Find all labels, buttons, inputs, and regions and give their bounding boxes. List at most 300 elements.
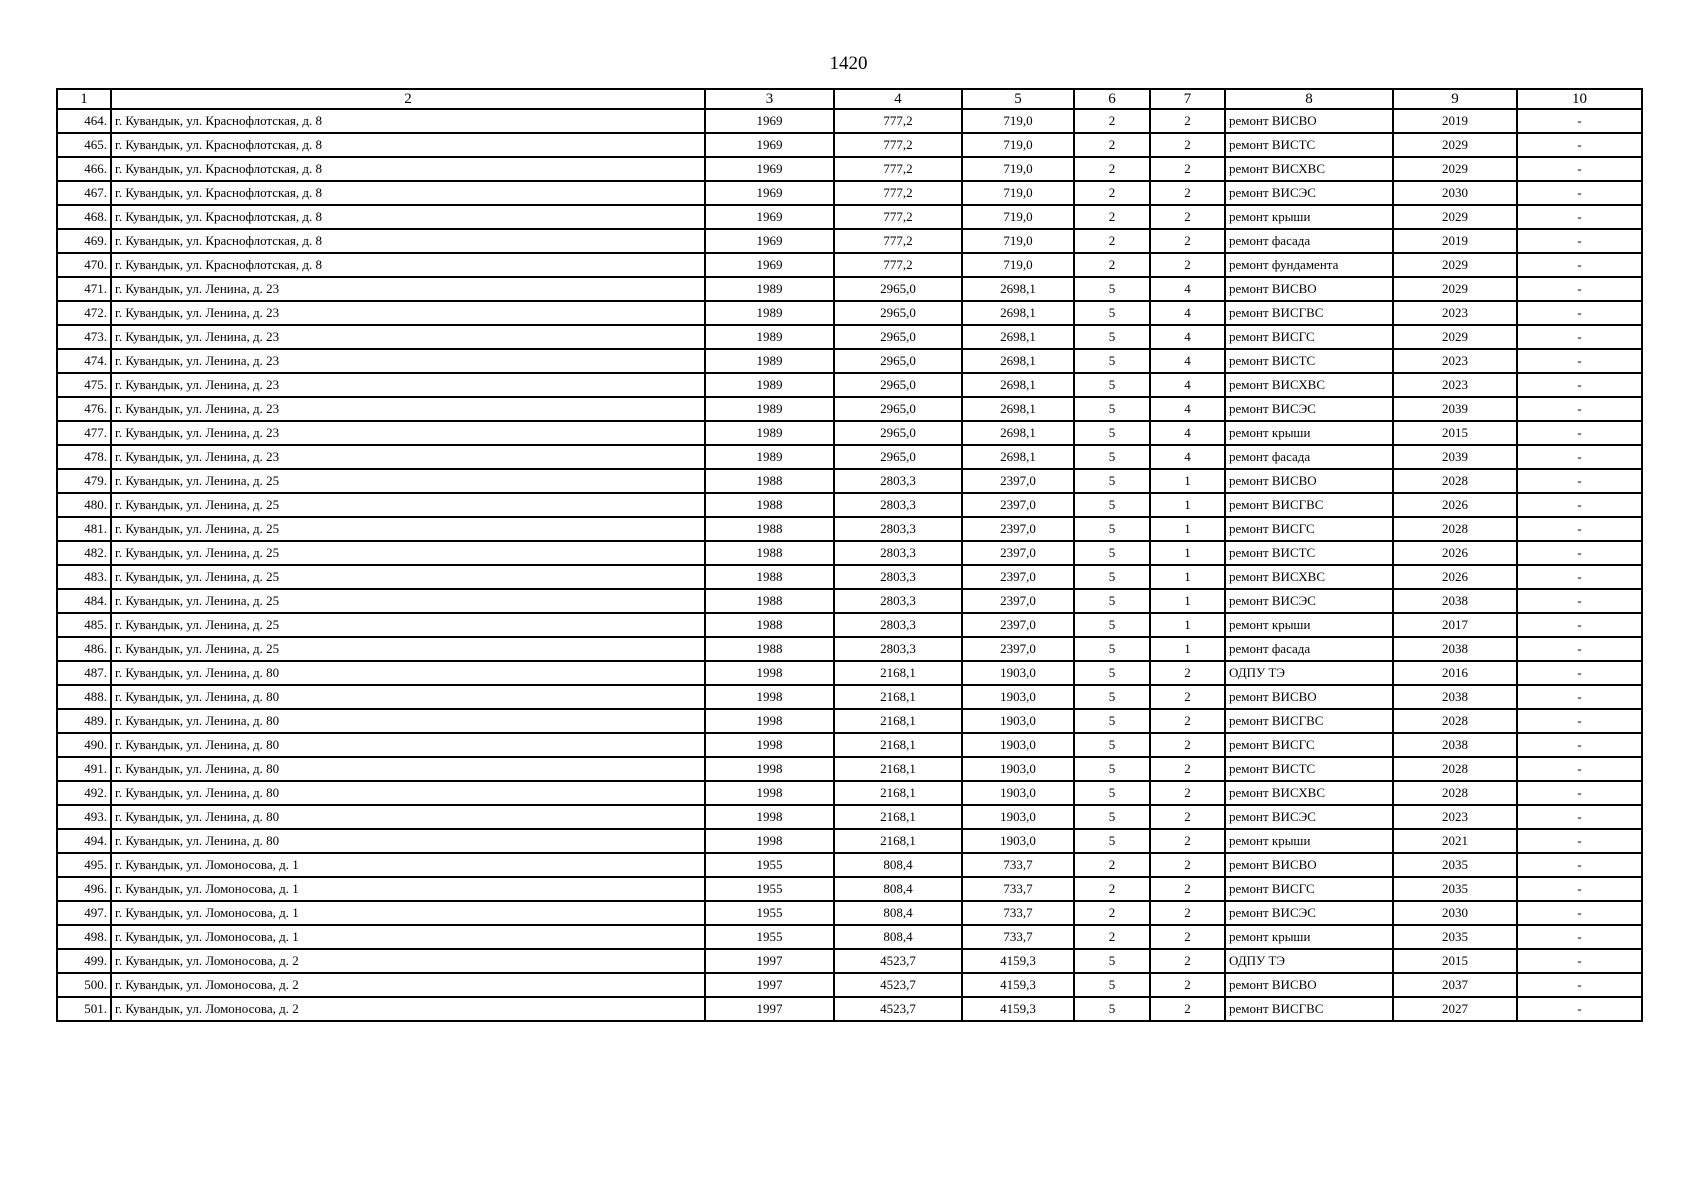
address-cell: г. Кувандык, ул. Ломоносова, д. 2 bbox=[111, 973, 705, 997]
row-number: 466. bbox=[57, 157, 111, 181]
planned-year-cell: 2026 bbox=[1393, 493, 1517, 517]
living-area-cell: 719,0 bbox=[962, 157, 1074, 181]
total-area-cell: 808,4 bbox=[834, 877, 962, 901]
total-area-cell: 2803,3 bbox=[834, 565, 962, 589]
note-cell: - bbox=[1517, 973, 1642, 997]
entrances-cell: 4 bbox=[1150, 445, 1225, 469]
total-area-cell: 777,2 bbox=[834, 133, 962, 157]
table-row bbox=[57, 949, 1642, 973]
table-row bbox=[57, 613, 1642, 637]
living-area-cell: 2397,0 bbox=[962, 541, 1074, 565]
year-cell: 1997 bbox=[705, 949, 834, 973]
living-area-cell: 719,0 bbox=[962, 181, 1074, 205]
work-type-cell: ОДПУ ТЭ bbox=[1225, 949, 1393, 973]
living-area-cell: 2698,1 bbox=[962, 421, 1074, 445]
entrances-cell: 2 bbox=[1150, 853, 1225, 877]
total-area-cell: 808,4 bbox=[834, 853, 962, 877]
address-cell: г. Кувандык, ул. Ленина, д. 80 bbox=[111, 709, 705, 733]
floors-cell: 5 bbox=[1074, 733, 1150, 757]
planned-year-cell: 2029 bbox=[1393, 253, 1517, 277]
total-area-cell: 2803,3 bbox=[834, 541, 962, 565]
column-header: 4 bbox=[834, 89, 962, 109]
total-area-cell: 777,2 bbox=[834, 181, 962, 205]
planned-year-cell: 2029 bbox=[1393, 205, 1517, 229]
floors-cell: 5 bbox=[1074, 469, 1150, 493]
year-cell: 1998 bbox=[705, 733, 834, 757]
address-cell: г. Кувандык, ул. Ленина, д. 25 bbox=[111, 517, 705, 541]
floors-cell: 5 bbox=[1074, 829, 1150, 853]
total-area-cell: 4523,7 bbox=[834, 973, 962, 997]
row-number: 465. bbox=[57, 133, 111, 157]
work-type-cell: ремонт крыши bbox=[1225, 613, 1393, 637]
year-cell: 1989 bbox=[705, 421, 834, 445]
entrances-cell: 4 bbox=[1150, 421, 1225, 445]
table-row bbox=[57, 829, 1642, 853]
entrances-cell: 4 bbox=[1150, 349, 1225, 373]
work-type-cell: ремонт ВИСГС bbox=[1225, 517, 1393, 541]
address-cell: г. Кувандык, ул. Краснофлотская, д. 8 bbox=[111, 229, 705, 253]
address-cell: г. Кувандык, ул. Ломоносова, д. 1 bbox=[111, 901, 705, 925]
living-area-cell: 1903,0 bbox=[962, 781, 1074, 805]
row-number: 481. bbox=[57, 517, 111, 541]
table-row bbox=[57, 541, 1642, 565]
planned-year-cell: 2028 bbox=[1393, 517, 1517, 541]
address-cell: г. Кувандык, ул. Ленина, д. 25 bbox=[111, 613, 705, 637]
planned-year-cell: 2038 bbox=[1393, 589, 1517, 613]
address-cell: г. Кувандык, ул. Ленина, д. 80 bbox=[111, 829, 705, 853]
total-area-cell: 2168,1 bbox=[834, 685, 962, 709]
entrances-cell: 1 bbox=[1150, 613, 1225, 637]
work-type-cell: ремонт ВИСВО bbox=[1225, 109, 1393, 133]
total-area-cell: 808,4 bbox=[834, 925, 962, 949]
floors-cell: 5 bbox=[1074, 949, 1150, 973]
note-cell: - bbox=[1517, 949, 1642, 973]
work-type-cell: ремонт фундамента bbox=[1225, 253, 1393, 277]
total-area-cell: 2168,1 bbox=[834, 805, 962, 829]
living-area-cell: 2397,0 bbox=[962, 517, 1074, 541]
column-header: 9 bbox=[1393, 89, 1517, 109]
planned-year-cell: 2026 bbox=[1393, 565, 1517, 589]
row-number: 467. bbox=[57, 181, 111, 205]
row-number: 489. bbox=[57, 709, 111, 733]
floors-cell: 2 bbox=[1074, 181, 1150, 205]
planned-year-cell: 2019 bbox=[1393, 229, 1517, 253]
year-cell: 1988 bbox=[705, 613, 834, 637]
total-area-cell: 2965,0 bbox=[834, 325, 962, 349]
total-area-cell: 2168,1 bbox=[834, 709, 962, 733]
total-area-cell: 2965,0 bbox=[834, 445, 962, 469]
total-area-cell: 2965,0 bbox=[834, 301, 962, 325]
note-cell: - bbox=[1517, 349, 1642, 373]
table-row bbox=[57, 973, 1642, 997]
row-number: 472. bbox=[57, 301, 111, 325]
column-header: 10 bbox=[1517, 89, 1642, 109]
table-row bbox=[57, 733, 1642, 757]
table-row bbox=[57, 109, 1642, 133]
planned-year-cell: 2019 bbox=[1393, 109, 1517, 133]
year-cell: 1998 bbox=[705, 805, 834, 829]
row-number: 495. bbox=[57, 853, 111, 877]
year-cell: 1989 bbox=[705, 301, 834, 325]
living-area-cell: 1903,0 bbox=[962, 829, 1074, 853]
planned-year-cell: 2028 bbox=[1393, 757, 1517, 781]
planned-year-cell: 2023 bbox=[1393, 805, 1517, 829]
row-number: 501. bbox=[57, 997, 111, 1021]
living-area-cell: 2698,1 bbox=[962, 397, 1074, 421]
note-cell: - bbox=[1517, 733, 1642, 757]
table-row bbox=[57, 589, 1642, 613]
planned-year-cell: 2023 bbox=[1393, 349, 1517, 373]
row-number: 476. bbox=[57, 397, 111, 421]
year-cell: 1998 bbox=[705, 757, 834, 781]
table-row bbox=[57, 469, 1642, 493]
planned-year-cell: 2038 bbox=[1393, 733, 1517, 757]
floors-cell: 5 bbox=[1074, 637, 1150, 661]
table-row bbox=[57, 229, 1642, 253]
planned-year-cell: 2029 bbox=[1393, 133, 1517, 157]
floors-cell: 5 bbox=[1074, 709, 1150, 733]
living-area-cell: 2698,1 bbox=[962, 325, 1074, 349]
planned-year-cell: 2029 bbox=[1393, 277, 1517, 301]
address-cell: г. Кувандык, ул. Ленина, д. 25 bbox=[111, 493, 705, 517]
planned-year-cell: 2029 bbox=[1393, 325, 1517, 349]
floors-cell: 5 bbox=[1074, 517, 1150, 541]
floors-cell: 5 bbox=[1074, 445, 1150, 469]
floors-cell: 5 bbox=[1074, 781, 1150, 805]
address-cell: г. Кувандык, ул. Краснофлотская, д. 8 bbox=[111, 253, 705, 277]
entrances-cell: 1 bbox=[1150, 589, 1225, 613]
row-number: 473. bbox=[57, 325, 111, 349]
table-row bbox=[57, 205, 1642, 229]
year-cell: 1988 bbox=[705, 517, 834, 541]
living-area-cell: 1903,0 bbox=[962, 757, 1074, 781]
living-area-cell: 4159,3 bbox=[962, 973, 1074, 997]
planned-year-cell: 2030 bbox=[1393, 901, 1517, 925]
floors-cell: 5 bbox=[1074, 277, 1150, 301]
total-area-cell: 2803,3 bbox=[834, 589, 962, 613]
living-area-cell: 733,7 bbox=[962, 901, 1074, 925]
table-row bbox=[57, 805, 1642, 829]
table-row bbox=[57, 157, 1642, 181]
row-number: 480. bbox=[57, 493, 111, 517]
living-area-cell: 1903,0 bbox=[962, 805, 1074, 829]
row-number: 499. bbox=[57, 949, 111, 973]
table-row bbox=[57, 445, 1642, 469]
entrances-cell: 1 bbox=[1150, 637, 1225, 661]
total-area-cell: 2168,1 bbox=[834, 781, 962, 805]
year-cell: 1969 bbox=[705, 109, 834, 133]
row-number: 485. bbox=[57, 613, 111, 637]
note-cell: - bbox=[1517, 613, 1642, 637]
note-cell: - bbox=[1517, 901, 1642, 925]
planned-year-cell: 2027 bbox=[1393, 997, 1517, 1021]
entrances-cell: 2 bbox=[1150, 829, 1225, 853]
total-area-cell: 2803,3 bbox=[834, 613, 962, 637]
floors-cell: 2 bbox=[1074, 109, 1150, 133]
living-area-cell: 1903,0 bbox=[962, 685, 1074, 709]
table-row bbox=[57, 493, 1642, 517]
total-area-cell: 2803,3 bbox=[834, 469, 962, 493]
entrances-cell: 4 bbox=[1150, 301, 1225, 325]
note-cell: - bbox=[1517, 181, 1642, 205]
planned-year-cell: 2017 bbox=[1393, 613, 1517, 637]
year-cell: 1998 bbox=[705, 709, 834, 733]
living-area-cell: 2397,0 bbox=[962, 637, 1074, 661]
row-number: 474. bbox=[57, 349, 111, 373]
living-area-cell: 733,7 bbox=[962, 853, 1074, 877]
total-area-cell: 777,2 bbox=[834, 157, 962, 181]
column-header: 7 bbox=[1150, 89, 1225, 109]
floors-cell: 5 bbox=[1074, 589, 1150, 613]
total-area-cell: 2168,1 bbox=[834, 661, 962, 685]
note-cell: - bbox=[1517, 925, 1642, 949]
entrances-cell: 2 bbox=[1150, 733, 1225, 757]
table-row bbox=[57, 181, 1642, 205]
living-area-cell: 719,0 bbox=[962, 229, 1074, 253]
total-area-cell: 2803,3 bbox=[834, 637, 962, 661]
floors-cell: 5 bbox=[1074, 973, 1150, 997]
floors-cell: 5 bbox=[1074, 373, 1150, 397]
year-cell: 1969 bbox=[705, 205, 834, 229]
planned-year-cell: 2028 bbox=[1393, 469, 1517, 493]
row-number: 490. bbox=[57, 733, 111, 757]
year-cell: 1988 bbox=[705, 589, 834, 613]
entrances-cell: 2 bbox=[1150, 877, 1225, 901]
year-cell: 1989 bbox=[705, 325, 834, 349]
year-cell: 1998 bbox=[705, 685, 834, 709]
table-body bbox=[57, 109, 1642, 1021]
total-area-cell: 4523,7 bbox=[834, 949, 962, 973]
year-cell: 1997 bbox=[705, 973, 834, 997]
work-type-cell: ремонт ВИСВО bbox=[1225, 469, 1393, 493]
note-cell: - bbox=[1517, 997, 1642, 1021]
total-area-cell: 2168,1 bbox=[834, 829, 962, 853]
entrances-cell: 2 bbox=[1150, 157, 1225, 181]
row-number: 488. bbox=[57, 685, 111, 709]
work-type-cell: ремонт ВИСТС bbox=[1225, 349, 1393, 373]
work-type-cell: ремонт ВИСТС bbox=[1225, 133, 1393, 157]
note-cell: - bbox=[1517, 589, 1642, 613]
year-cell: 1988 bbox=[705, 469, 834, 493]
planned-year-cell: 2028 bbox=[1393, 709, 1517, 733]
floors-cell: 5 bbox=[1074, 493, 1150, 517]
living-area-cell: 733,7 bbox=[962, 925, 1074, 949]
work-type-cell: ремонт ВИСГВС bbox=[1225, 997, 1393, 1021]
work-type-cell: ремонт ВИСЭС bbox=[1225, 901, 1393, 925]
work-type-cell: ремонт фасада bbox=[1225, 229, 1393, 253]
table-row bbox=[57, 325, 1642, 349]
living-area-cell: 1903,0 bbox=[962, 709, 1074, 733]
row-number: 487. bbox=[57, 661, 111, 685]
total-area-cell: 777,2 bbox=[834, 205, 962, 229]
address-cell: г. Кувандык, ул. Краснофлотская, д. 8 bbox=[111, 205, 705, 229]
work-type-cell: ОДПУ ТЭ bbox=[1225, 661, 1393, 685]
work-type-cell: ремонт крыши bbox=[1225, 829, 1393, 853]
year-cell: 1955 bbox=[705, 901, 834, 925]
entrances-cell: 4 bbox=[1150, 325, 1225, 349]
table-row bbox=[57, 517, 1642, 541]
work-type-cell: ремонт ВИСГС bbox=[1225, 877, 1393, 901]
note-cell: - bbox=[1517, 493, 1642, 517]
work-type-cell: ремонт крыши bbox=[1225, 205, 1393, 229]
living-area-cell: 2698,1 bbox=[962, 373, 1074, 397]
entrances-cell: 4 bbox=[1150, 397, 1225, 421]
row-number: 475. bbox=[57, 373, 111, 397]
work-type-cell: ремонт фасада bbox=[1225, 637, 1393, 661]
floors-cell: 2 bbox=[1074, 853, 1150, 877]
entrances-cell: 2 bbox=[1150, 997, 1225, 1021]
year-cell: 1989 bbox=[705, 277, 834, 301]
note-cell: - bbox=[1517, 421, 1642, 445]
note-cell: - bbox=[1517, 157, 1642, 181]
work-type-cell: ремонт ВИСХВС bbox=[1225, 565, 1393, 589]
note-cell: - bbox=[1517, 757, 1642, 781]
planned-year-cell: 2030 bbox=[1393, 181, 1517, 205]
table-row bbox=[57, 373, 1642, 397]
floors-cell: 5 bbox=[1074, 613, 1150, 637]
total-area-cell: 2965,0 bbox=[834, 397, 962, 421]
table-row bbox=[57, 781, 1642, 805]
year-cell: 1955 bbox=[705, 925, 834, 949]
note-cell: - bbox=[1517, 517, 1642, 541]
year-cell: 1998 bbox=[705, 661, 834, 685]
floors-cell: 2 bbox=[1074, 133, 1150, 157]
address-cell: г. Кувандык, ул. Ленина, д. 23 bbox=[111, 397, 705, 421]
planned-year-cell: 2029 bbox=[1393, 157, 1517, 181]
entrances-cell: 1 bbox=[1150, 493, 1225, 517]
floors-cell: 5 bbox=[1074, 421, 1150, 445]
work-type-cell: ремонт ВИСЭС bbox=[1225, 181, 1393, 205]
floors-cell: 5 bbox=[1074, 301, 1150, 325]
table-row bbox=[57, 709, 1642, 733]
address-cell: г. Кувандык, ул. Ленина, д. 23 bbox=[111, 373, 705, 397]
planned-year-cell: 2038 bbox=[1393, 685, 1517, 709]
entrances-cell: 2 bbox=[1150, 685, 1225, 709]
year-cell: 1969 bbox=[705, 181, 834, 205]
table-row bbox=[57, 397, 1642, 421]
row-number: 471. bbox=[57, 277, 111, 301]
living-area-cell: 1903,0 bbox=[962, 733, 1074, 757]
note-cell: - bbox=[1517, 781, 1642, 805]
entrances-cell: 2 bbox=[1150, 781, 1225, 805]
year-cell: 1989 bbox=[705, 445, 834, 469]
living-area-cell: 2698,1 bbox=[962, 445, 1074, 469]
row-number: 486. bbox=[57, 637, 111, 661]
living-area-cell: 2397,0 bbox=[962, 589, 1074, 613]
address-cell: г. Кувандык, ул. Ленина, д. 25 bbox=[111, 541, 705, 565]
note-cell: - bbox=[1517, 541, 1642, 565]
year-cell: 1989 bbox=[705, 397, 834, 421]
address-cell: г. Кувандык, ул. Ленина, д. 80 bbox=[111, 733, 705, 757]
note-cell: - bbox=[1517, 565, 1642, 589]
column-header: 8 bbox=[1225, 89, 1393, 109]
planned-year-cell: 2021 bbox=[1393, 829, 1517, 853]
year-cell: 1989 bbox=[705, 349, 834, 373]
note-cell: - bbox=[1517, 205, 1642, 229]
living-area-cell: 4159,3 bbox=[962, 997, 1074, 1021]
work-type-cell: ремонт ВИСЭС bbox=[1225, 397, 1393, 421]
work-type-cell: ремонт ВИСХВС bbox=[1225, 157, 1393, 181]
note-cell: - bbox=[1517, 397, 1642, 421]
address-cell: г. Кувандык, ул. Ленина, д. 23 bbox=[111, 421, 705, 445]
row-number: 464. bbox=[57, 109, 111, 133]
planned-year-cell: 2037 bbox=[1393, 973, 1517, 997]
table-row bbox=[57, 877, 1642, 901]
column-header: 6 bbox=[1074, 89, 1150, 109]
total-area-cell: 2803,3 bbox=[834, 493, 962, 517]
year-cell: 1989 bbox=[705, 373, 834, 397]
row-number: 468. bbox=[57, 205, 111, 229]
floors-cell: 5 bbox=[1074, 349, 1150, 373]
floors-cell: 5 bbox=[1074, 685, 1150, 709]
entrances-cell: 2 bbox=[1150, 805, 1225, 829]
note-cell: - bbox=[1517, 229, 1642, 253]
table-row bbox=[57, 565, 1642, 589]
note-cell: - bbox=[1517, 253, 1642, 277]
address-cell: г. Кувандык, ул. Ленина, д. 25 bbox=[111, 589, 705, 613]
work-type-cell: ремонт ВИСВО bbox=[1225, 685, 1393, 709]
total-area-cell: 777,2 bbox=[834, 253, 962, 277]
work-type-cell: ремонт ВИСВО bbox=[1225, 853, 1393, 877]
work-type-cell: ремонт ВИСВО bbox=[1225, 973, 1393, 997]
table-row bbox=[57, 661, 1642, 685]
table-row bbox=[57, 925, 1642, 949]
entrances-cell: 1 bbox=[1150, 541, 1225, 565]
living-area-cell: 2698,1 bbox=[962, 301, 1074, 325]
row-number: 484. bbox=[57, 589, 111, 613]
living-area-cell: 2397,0 bbox=[962, 469, 1074, 493]
address-cell: г. Кувандык, ул. Ленина, д. 25 bbox=[111, 469, 705, 493]
address-cell: г. Кувандык, ул. Ленина, д. 23 bbox=[111, 349, 705, 373]
note-cell: - bbox=[1517, 445, 1642, 469]
table-row bbox=[57, 133, 1642, 157]
address-cell: г. Кувандык, ул. Ленина, д. 23 bbox=[111, 301, 705, 325]
work-type-cell: ремонт ВИСГС bbox=[1225, 325, 1393, 349]
planned-year-cell: 2035 bbox=[1393, 877, 1517, 901]
address-cell: г. Кувандык, ул. Краснофлотская, д. 8 bbox=[111, 157, 705, 181]
living-area-cell: 2397,0 bbox=[962, 565, 1074, 589]
work-type-cell: ремонт крыши bbox=[1225, 421, 1393, 445]
planned-year-cell: 2035 bbox=[1393, 925, 1517, 949]
year-cell: 1969 bbox=[705, 229, 834, 253]
address-cell: г. Кувандык, ул. Ломоносова, д. 1 bbox=[111, 877, 705, 901]
address-cell: г. Кувандык, ул. Ломоносова, д. 1 bbox=[111, 853, 705, 877]
year-cell: 1969 bbox=[705, 157, 834, 181]
table-row bbox=[57, 901, 1642, 925]
planned-year-cell: 2023 bbox=[1393, 373, 1517, 397]
address-cell: г. Кувандык, ул. Ленина, д. 80 bbox=[111, 805, 705, 829]
entrances-cell: 1 bbox=[1150, 517, 1225, 541]
living-area-cell: 2397,0 bbox=[962, 493, 1074, 517]
note-cell: - bbox=[1517, 373, 1642, 397]
living-area-cell: 2397,0 bbox=[962, 613, 1074, 637]
year-cell: 1998 bbox=[705, 781, 834, 805]
total-area-cell: 777,2 bbox=[834, 109, 962, 133]
planned-year-cell: 2035 bbox=[1393, 853, 1517, 877]
floors-cell: 5 bbox=[1074, 325, 1150, 349]
living-area-cell: 2698,1 bbox=[962, 277, 1074, 301]
entrances-cell: 2 bbox=[1150, 109, 1225, 133]
living-area-cell: 719,0 bbox=[962, 133, 1074, 157]
note-cell: - bbox=[1517, 805, 1642, 829]
floors-cell: 2 bbox=[1074, 157, 1150, 181]
address-cell: г. Кувандык, ул. Ленина, д. 23 bbox=[111, 445, 705, 469]
total-area-cell: 4523,7 bbox=[834, 997, 962, 1021]
entrances-cell: 2 bbox=[1150, 901, 1225, 925]
row-number: 479. bbox=[57, 469, 111, 493]
living-area-cell: 1903,0 bbox=[962, 661, 1074, 685]
entrances-cell: 2 bbox=[1150, 229, 1225, 253]
